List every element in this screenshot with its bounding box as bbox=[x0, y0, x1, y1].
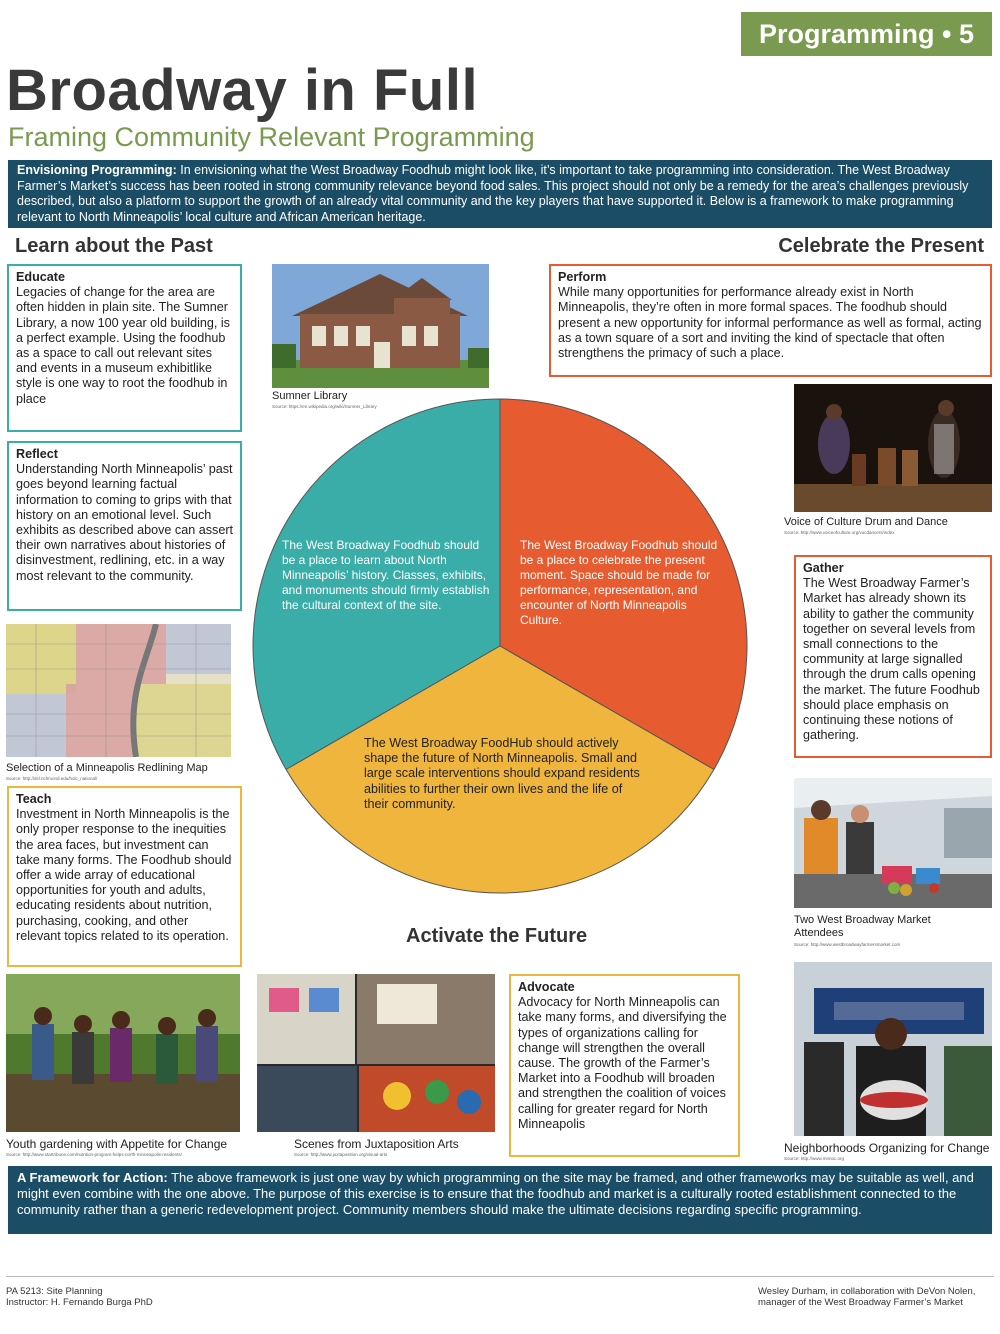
reflect-box bbox=[7, 441, 242, 611]
drum-source: Source: http://www.voiceofculture.org/vocdancers/index bbox=[784, 530, 895, 535]
footer-divider bbox=[6, 1276, 994, 1277]
market-source: Source: http://www.westbroadwayfarmersmarket.com bbox=[794, 942, 901, 947]
market-attendees-photo bbox=[794, 778, 992, 908]
sumner-library-photo bbox=[272, 264, 489, 388]
educate-text: Legacies of change for the area are often hidden in plain site. The Sumner Library, a now 100 year old building, is a perfect example. Using the foodhub as a space to call out relevant sites and events in a museum exhibitlike style is one way to root the foodhub in place bbox=[16, 285, 230, 406]
section-past-heading: Learn about the Past bbox=[15, 235, 213, 257]
pie-text-past: The West Broadway Foodhub should be a place to learn about North Minneapolis’ history. Classes, exhibits, and monuments should firmly establish the cultural context of the site. bbox=[282, 538, 490, 612]
section-present-heading: Celebrate the Present bbox=[778, 235, 984, 257]
intro-box bbox=[8, 160, 992, 228]
youth-source: Source: http://www.startribune.com/nutrition-program-helps-north-minneapolis-residents/ bbox=[6, 1152, 182, 1157]
juxta-source: Source: http://www.juxtaposition.org/visual-arts bbox=[294, 1152, 388, 1157]
educate-box bbox=[7, 264, 242, 432]
youth-caption: Youth gardening with Appetite for Change bbox=[6, 1137, 228, 1151]
perform-heading: Perform bbox=[558, 270, 607, 284]
gather-box bbox=[794, 555, 992, 758]
footer-course: PA 5213: Site Planning bbox=[6, 1286, 103, 1297]
footer-manager: manager of the West Broadway Farmer’s Market bbox=[758, 1297, 963, 1308]
framework-pie-chart bbox=[250, 396, 750, 896]
noc-photo bbox=[794, 962, 992, 1136]
reflect-text: Understanding North Minneapolis’ past goes beyond learning factual information to coming to grips with that history on an emotional level. Such exhibits as described above can assert their own narratives about histories of disinvestment, redlining, etc. in a way most relevant to the community. bbox=[16, 462, 234, 583]
intro-text: In envisioning what the West Broadway Foodhub might look like, it’s important to take programming into consideration. The West Broadway Farmer’s Market’s success has been rooted in strong community relevance beyond food sales. This project should not only be a remedy for the area’s challenges previously described, but also a platform to support the growth of an already vital community and the key players that have supported it. Below is a framework to make programming relevant to North Minneapolis’ local culture and African American heritage. bbox=[17, 163, 969, 224]
teach-box bbox=[7, 786, 242, 967]
juxta-caption: Scenes from Juxtaposition Arts bbox=[294, 1137, 459, 1151]
teach-text: Investment in North Minneapolis is the only proper response to the inequities the area faces, but investment can take many forms. The Foodhub should offer a wide array of educational opportunities for youth and adults, educating residents about nutrition, purchasing, cooking, and other relevant topics related to its operation. bbox=[16, 807, 232, 943]
footer-instructor: Instructor: H. Fernando Burga PhD bbox=[6, 1297, 153, 1308]
framework-box bbox=[8, 1166, 992, 1234]
noc-source: Source: http://www.mnnoc.org bbox=[784, 1156, 845, 1161]
youth-gardening-photo bbox=[6, 974, 240, 1132]
page-subtitle: Framing Community Relevant Programming bbox=[8, 122, 535, 152]
gather-text: The West Broadway Farmer’s Market has already shown its ability to gather the community together on several levels from small connections to the community at large signalled through the drum calls opening the market. The future Foodhub should place emphasis on continuing these notions of gathering. bbox=[803, 576, 980, 743]
intro-lead: Envisioning Programming: bbox=[17, 163, 177, 177]
market-caption: Two West Broadway Market Attendees bbox=[794, 914, 931, 939]
drum-dance-photo bbox=[794, 384, 992, 512]
advocate-text: Advocacy for North Minneapolis can take many forms, and diversifying the types of organizations calling for change will strengthen the overall cause. The growth of the Farmer’s Market into a Foodhub will broaden and strengthen the coalition of voices calling for greater regard for North Minneapolis bbox=[518, 995, 727, 1131]
section-future-heading: Activate the Future bbox=[406, 925, 588, 947]
drum-caption: Voice of Culture Drum and Dance bbox=[784, 516, 948, 528]
noc-caption: Neighborhoods Organizing for Change bbox=[784, 1141, 990, 1155]
pie-text-future: The West Broadway FoodHub should actively shape the future of North Minneapolis. Small and large scale interventions should expand residents abilities to further their own lives and the life of their community. bbox=[364, 736, 640, 811]
pie-text-present: The West Broadway Foodhub should be a place to celebrate the present moment. Space should be made for performance, representation, and encounter of North Minneapolis Culture. bbox=[520, 538, 718, 627]
page-title: Broadway in Full bbox=[6, 58, 479, 123]
perform-box bbox=[549, 264, 992, 377]
footer-author: Wesley Durham, in collaboration with DeVon Nolen, bbox=[758, 1286, 976, 1297]
redlining-source: Source: http://dsl.richmond.edu/holc_national/ bbox=[6, 776, 98, 781]
reflect-heading: Reflect bbox=[16, 447, 58, 461]
teach-heading: Teach bbox=[16, 792, 52, 806]
gather-heading: Gather bbox=[803, 561, 844, 575]
redlining-caption: Selection of a Minneapolis Redlining Map bbox=[6, 762, 208, 774]
advocate-heading: Advocate bbox=[518, 980, 575, 994]
page-tag: Programming • 5 bbox=[741, 12, 992, 56]
sumner-caption: Sumner Library bbox=[272, 390, 348, 402]
juxtaposition-arts-photo bbox=[257, 974, 495, 1132]
advocate-box bbox=[509, 974, 740, 1157]
redlining-map-photo bbox=[6, 624, 231, 757]
educate-heading: Educate bbox=[16, 270, 65, 284]
perform-text: While many opportunities for performance already exist in North Minneapolis, they’re often in more formal spaces. The foodhub should present a new opportunity for informal performance as well as formal, acting as a town square of a sort and inviting the kind of spectacle that often strengthens the primacy of such a place. bbox=[558, 285, 982, 361]
framework-lead: A Framework for Action: bbox=[17, 1170, 168, 1185]
sumner-source: Source: https://en.wikipedia.org/wiki/Sumner_Library bbox=[272, 404, 377, 409]
framework-text: The above framework is just one way by which programming on the site may be framed, and other frameworks may be suitable as well, and might even combine with the one above. The purpose of this exercise is to ensure that the foodhub and market is a culturally rooted establishment connected to the community rather than a generic redevelopment project. Community members should make the ultimate decisions regarding specific programming. bbox=[17, 1170, 974, 1217]
